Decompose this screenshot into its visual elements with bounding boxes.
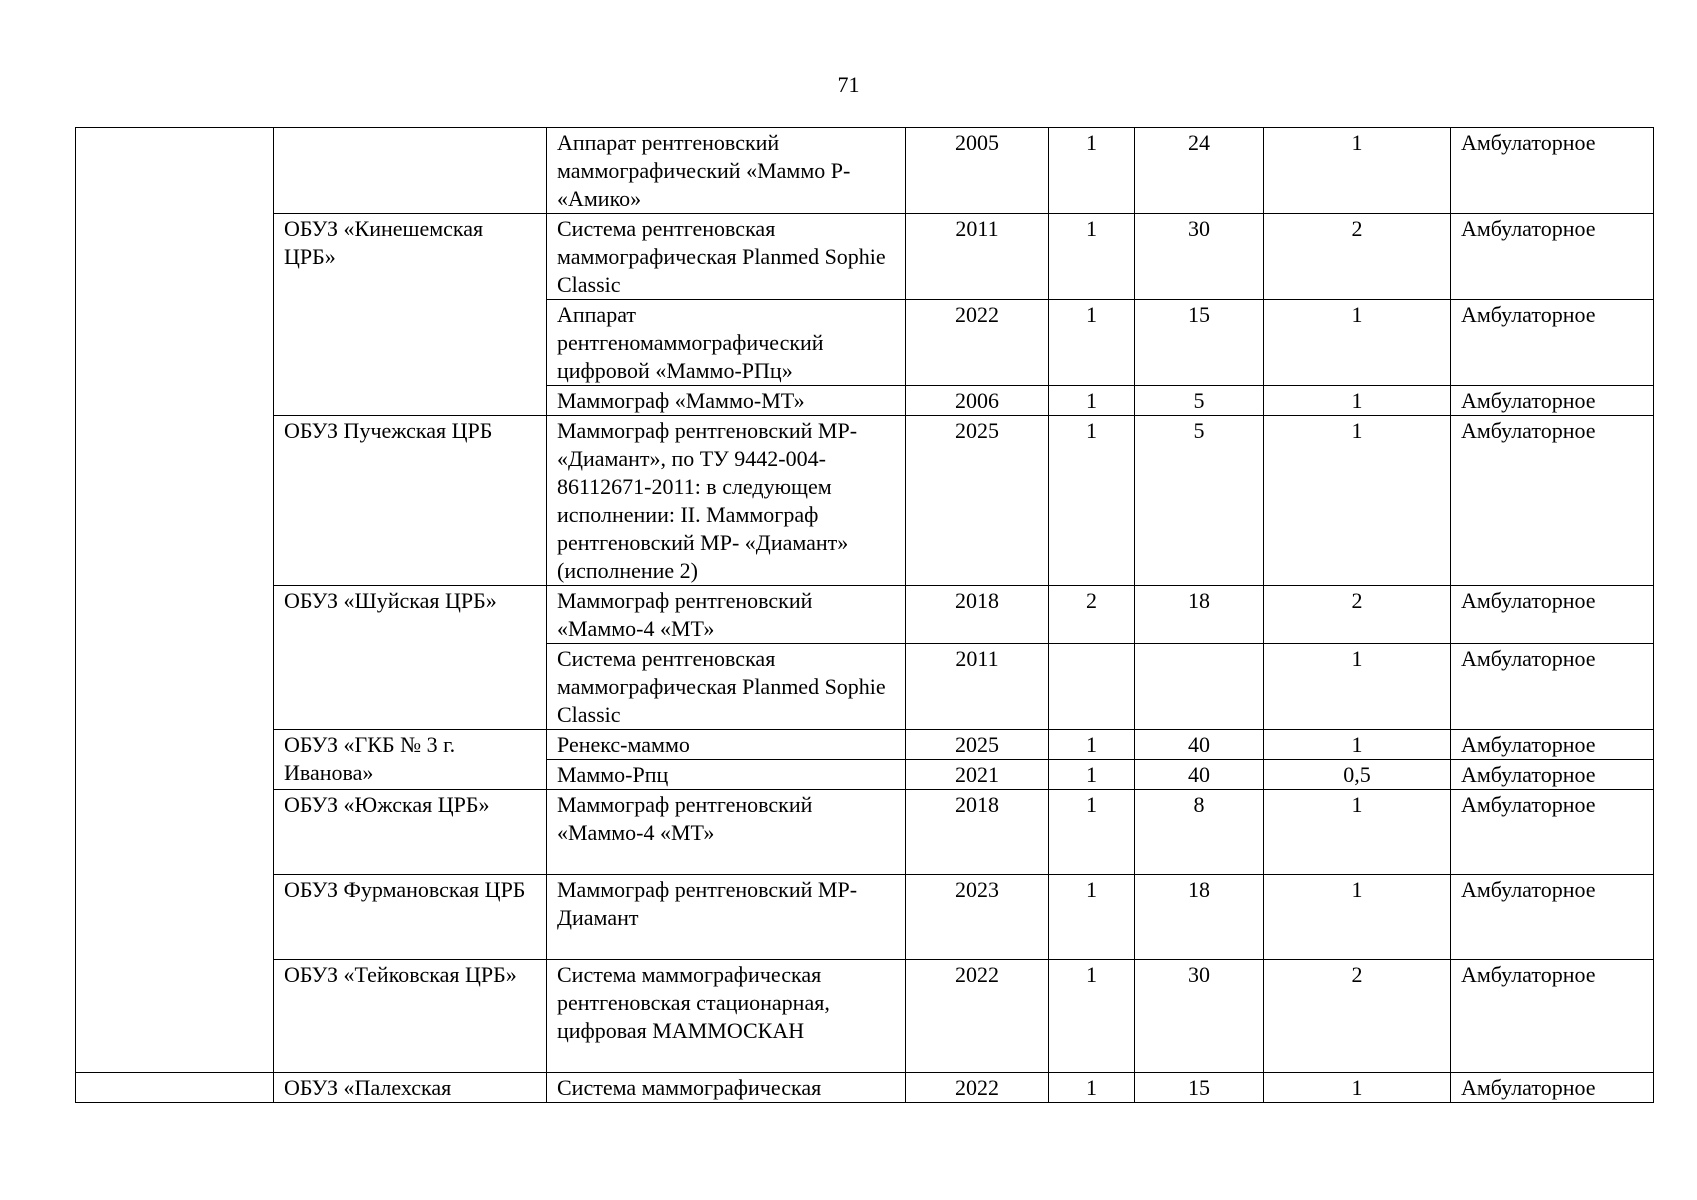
org-cell: ОБУЗ «Кинешемская ЦРБ» [274,214,547,416]
value-cell: 1 [1264,386,1451,416]
equipment-cell: Маммограф рентгеновский «Маммо-4 «МТ» [547,586,906,644]
page-number: 71 [837,72,860,97]
equipment-cell: Ренекс-маммо [547,730,906,760]
equipment-cell: Маммограф рентгеновский МР-Диамант [547,875,906,960]
table-row [76,960,1654,1073]
value-cell: 1 [1264,875,1451,960]
table-row [76,128,1654,214]
quantity-cell: 1 [1049,128,1135,214]
mode-cell: Амбулаторное [1451,128,1654,214]
value-cell: 1 [1264,644,1451,730]
org-cell [274,128,547,214]
mode-cell: Амбулаторное [1451,386,1654,416]
year-cell: 2018 [906,790,1049,875]
year-cell: 2011 [906,214,1049,300]
value-cell: 0,5 [1264,760,1451,790]
value-cell: 1 [1264,300,1451,386]
year-cell: 2005 [906,128,1049,214]
value-cell: 2 [1264,214,1451,300]
table-row [76,790,1654,875]
equipment-cell: Система рентгеновская маммографическая Planmed Sophie Classic [547,644,906,730]
equipment-cell: Аппарат рентгеномаммографический цифровой «Маммо-РПц» [547,300,906,386]
mode-cell: Амбулаторное [1451,586,1654,644]
value-cell: 1 [1264,730,1451,760]
table-row [76,416,1654,586]
equipment-cell: Маммо-Рпц [547,760,906,790]
table-row [76,730,1654,760]
year-cell: 2021 [906,760,1049,790]
value-cell: 1 [1264,128,1451,214]
quantity-cell: 1 [1049,730,1135,760]
value-cell: 40 [1135,760,1264,790]
quantity-cell: 1 [1049,386,1135,416]
table-row [76,586,1654,644]
mode-cell: Амбулаторное [1451,760,1654,790]
org-cell: ОБУЗ «Тейковская ЦРБ» [274,960,547,1073]
org-cell: ОБУЗ Пучежская ЦРБ [274,416,547,586]
quantity-cell: 1 [1049,214,1135,300]
equipment-table [75,127,1654,1103]
value-cell: 40 [1135,730,1264,760]
org-cell: ОБУЗ «Шуйская ЦРБ» [274,586,547,730]
year-cell: 2006 [906,386,1049,416]
value-cell [1135,644,1264,730]
value-cell: 1 [1264,1073,1451,1103]
year-cell: 2011 [906,644,1049,730]
mode-cell: Амбулаторное [1451,214,1654,300]
value-cell: 18 [1135,586,1264,644]
quantity-cell: 1 [1049,416,1135,586]
org-cell: ОБУЗ «ГКБ № 3 г. Иванова» [274,730,547,790]
equipment-cell: Маммограф рентгеновский «Маммо-4 «МТ» [547,790,906,875]
value-cell: 1 [1264,790,1451,875]
quantity-cell: 1 [1049,760,1135,790]
table-row [76,875,1654,960]
value-cell: 2 [1264,960,1451,1073]
value-cell: 8 [1135,790,1264,875]
mode-cell: Амбулаторное [1451,790,1654,875]
quantity-cell: 1 [1049,960,1135,1073]
quantity-cell: 1 [1049,300,1135,386]
equipment-cell: Аппарат рентгеновский маммографический «Маммо Р- «Амико» [547,128,906,214]
value-cell: 30 [1135,960,1264,1073]
org-cell: ОБУЗ Фурмановская ЦРБ [274,875,547,960]
mode-cell: Амбулаторное [1451,1073,1654,1103]
quantity-cell: 1 [1049,790,1135,875]
value-cell: 15 [1135,300,1264,386]
year-cell: 2025 [906,416,1049,586]
table-row [76,1073,1654,1103]
empty-region-cell [76,1073,274,1103]
value-cell: 15 [1135,1073,1264,1103]
quantity-cell [1049,644,1135,730]
value-cell: 2 [1264,586,1451,644]
value-cell: 30 [1135,214,1264,300]
value-cell: 18 [1135,875,1264,960]
mode-cell: Амбулаторное [1451,730,1654,760]
equipment-cell: Маммограф «Маммо-МТ» [547,386,906,416]
quantity-cell: 1 [1049,1073,1135,1103]
empty-region-cell [76,128,274,1073]
quantity-cell: 2 [1049,586,1135,644]
table-row [76,214,1654,300]
year-cell: 2023 [906,875,1049,960]
year-cell: 2018 [906,586,1049,644]
equipment-cell: Система маммографическая [547,1073,906,1103]
equipment-cell: Система рентгеновская маммографическая Planmed Sophie Classic [547,214,906,300]
year-cell: 2025 [906,730,1049,760]
org-cell: ОБУЗ «Южская ЦРБ» [274,790,547,875]
mode-cell: Амбулаторное [1451,300,1654,386]
equipment-cell: Система маммографическая рентгеновская стационарная, цифровая МАММОСКАН [547,960,906,1073]
year-cell: 2022 [906,300,1049,386]
year-cell: 2022 [906,960,1049,1073]
mode-cell: Амбулаторное [1451,960,1654,1073]
value-cell: 5 [1135,386,1264,416]
value-cell: 24 [1135,128,1264,214]
value-cell: 5 [1135,416,1264,586]
mode-cell: Амбулаторное [1451,416,1654,586]
year-cell: 2022 [906,1073,1049,1103]
equipment-cell: Маммограф рентгеновский МР- «Диамант», по ТУ 9442-004-86112671-2011: в следующем исполнении: II. Маммограф рентгеновский МР- «Диамант» (исполнение 2) [547,416,906,586]
value-cell: 1 [1264,416,1451,586]
quantity-cell: 1 [1049,875,1135,960]
org-cell: ОБУЗ «Палехская [274,1073,547,1103]
mode-cell: Амбулаторное [1451,644,1654,730]
mode-cell: Амбулаторное [1451,875,1654,960]
